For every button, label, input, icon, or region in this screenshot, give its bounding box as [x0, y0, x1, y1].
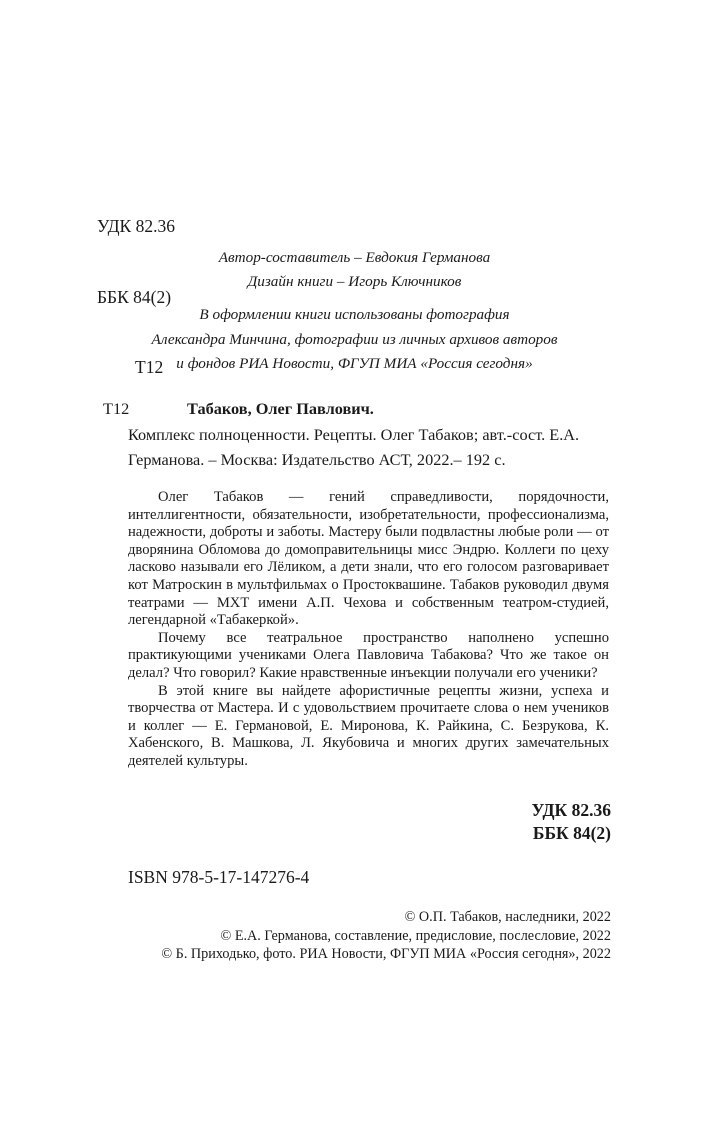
biblio-description: Комплекс полноценности. Рецепты. Олег Табаков; авт.-сост. Е.А. Германова. – Москва: Издательство АСТ, 2022.– 192 с. — [128, 424, 580, 469]
annotation-text — [128, 489, 609, 771]
biblio-index: Т12 — [103, 399, 130, 418]
copyright-line-3: © Б. Приходько, фото. РИА Новости, ФГУП МИА «Россия сегодня», 2022 — [161, 946, 611, 962]
usage-line-1: В оформлении книги использованы фотография — [199, 306, 510, 323]
bbk-code: ББК 84(2) — [97, 286, 172, 307]
credits-block — [97, 246, 612, 293]
udk-code-repeat: УДК 82.36 — [531, 800, 611, 820]
udk-code: УДК 82.36 — [97, 216, 175, 236]
credit-book-design: Дизайн книги – Игорь Ключников — [247, 272, 462, 290]
annotation-paragraph-1: Олег Табаков — гений справедливости, порядочности, интеллигентности, обязательности, изобретательности, профессионализма, надежности, доброты и заботы. Мастеру были подвластны любые роли — от дворянина Обломова до домоправительницы мисс Эндрю. Коллеги по цеху ласково называли его Лёликом, а дети знали, что его голосом разговаривает кот Матроскин в мультфильмах о Простоквашине. Табаков руководил двумя театрами — МХТ имени А.П. Чехова и собственным театром-студией, легендарной «Табакеркой». — [128, 489, 609, 629]
bibliographic-record — [103, 396, 611, 473]
usage-line-2: Александра Минчина, фотографии из личных архивов авторов — [151, 330, 558, 348]
isbn-number: ISBN 978-5-17-147276-4 — [128, 867, 310, 887]
bbk-code-repeat: ББК 84(2) — [532, 823, 611, 843]
credit-author-compiler: Автор-составитель – Евдокия Германова — [218, 249, 491, 266]
shelf-index: Т12 — [135, 357, 164, 377]
photo-usage-note — [97, 303, 612, 377]
copyright-line-1: © О.П. Табаков, наследники, 2022 — [404, 909, 611, 925]
classification-codes — [97, 168, 175, 427]
annotation-paragraph-3: В этой книге вы найдете афористичные рецепты жизни, успеха и творчества от Мастера. И с удовольствием прочитаете слова о нем учеников и коллег — Е. Германовой, Е. Миронова, К. Райкина, С. Безрукова, К. Хабенского, В. Машкова, Л. Якубовича и многих других замечательных деятелей культуры. — [128, 682, 609, 769]
copyright-line-2: © Е.А. Германова, составление, предисловие, послесловие, 2022 — [220, 927, 611, 944]
copyright-block — [150, 908, 611, 964]
biblio-heading — [103, 396, 611, 422]
classification-codes-repeat — [300, 799, 611, 845]
biblio-author-name: Табаков, Олег Павлович. — [187, 399, 374, 418]
annotation-paragraph-2: Почему все театральное пространство наполнено успешно практикующими учениками Олега Павловича Табакова? Что же такое он делал? Что говорил? Какие нравственные инъекции получали его ученики? — [128, 629, 609, 681]
usage-line-3: и фондов РИА Новости, ФГУП МИА «Россия сегодня» — [176, 355, 533, 372]
